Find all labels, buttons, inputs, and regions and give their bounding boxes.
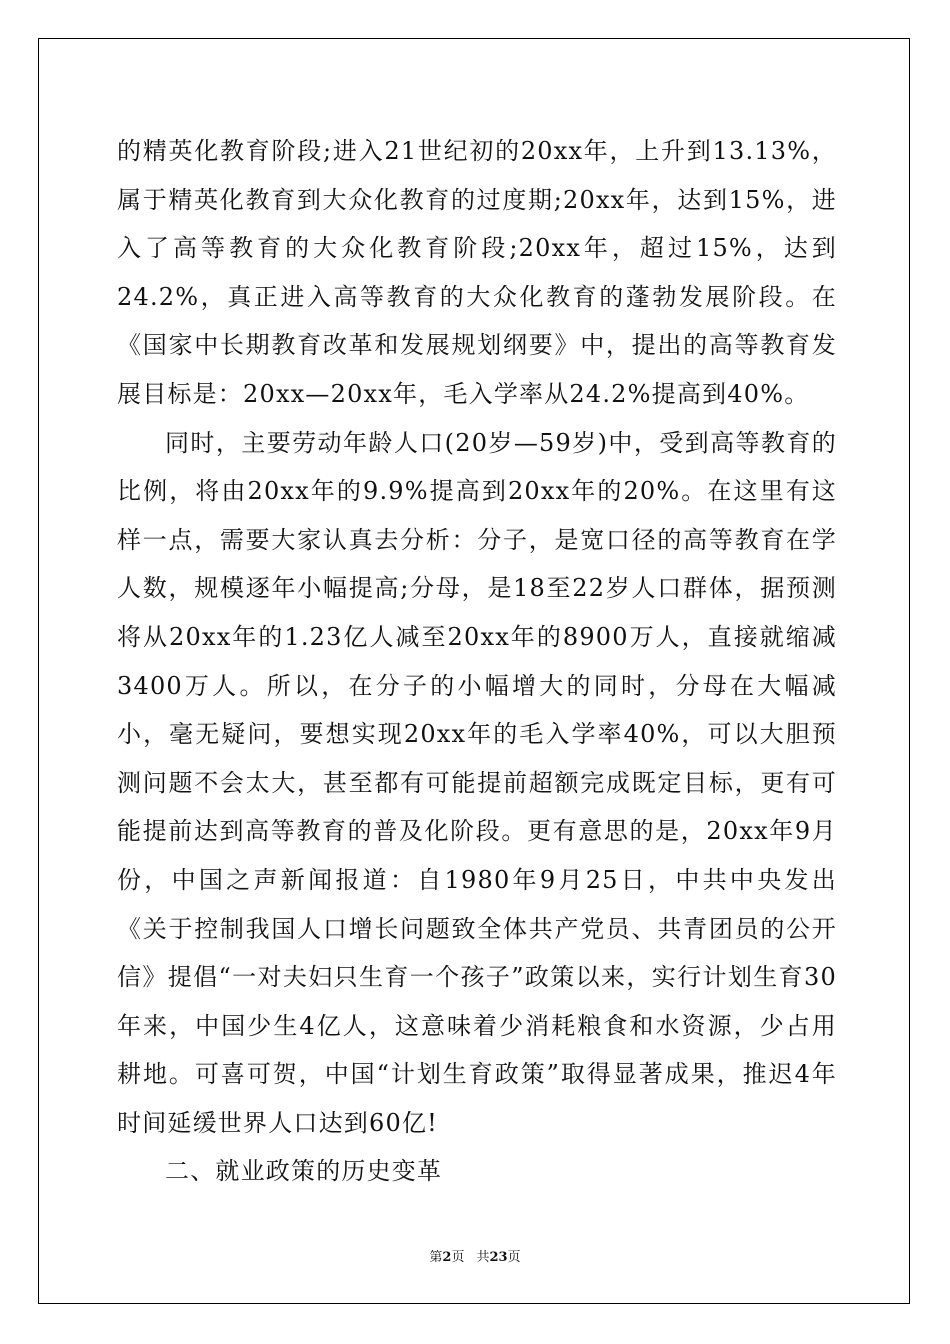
- document-body: [117, 127, 837, 1196]
- page-footer: [0, 1246, 950, 1265]
- paragraph-1: 的精英化教育阶段;进入21世纪初的20xx年，上升到13.13%，属于精英化教育到大众化教育的过度期;20xx年，达到15%，进入了高等教育的大众化教育阶段;20xx年，超过15%，达到24.2%，真正进入高等教育的大众化教育的蓬勃发展阶段。在《国家中长期教育改革和发展规划纲要》中，提出的高等教育发展目标是：20xx—20xx年，毛入学率从24.2%提高到40%。: [117, 137, 837, 408]
- section-heading: 二、就业政策的历史变革: [165, 1157, 443, 1186]
- total-suffix: 页: [507, 1250, 521, 1265]
- paragraph-2: 同时，主要劳动年龄人口(20岁—59岁)中，受到高等教育的比例，将由20xx年的9.9%提高到20xx年的20%。在这里有这样一点，需要大家认真去分析：分子，是宽口径的高等教育在学人数，规模逐年小幅提高;分母，是18至22岁人口群体，据预测将从20xx年的1.23亿人减至20xx年的8900万人，直接就缩减3400万人。所以，在分子的小幅增大的同时，分母在大幅减小，毫无疑问，要想实现20xx年的毛入学率40%，可以大胆预测问题不会太大，甚至都有可能提前超额完成既定目标，更有可能提前达到高等教育的普及化阶段。更有意思的是，20xx年9月份，中国之声新闻报道：自1980年9月25日，中共中央发出《关于控制我国人口增长问题致全体共产党员、共青团员的公开信》提倡“一对夫妇只生育一个孩子”政策以来，实行计划生育30年来，中国少生4亿人，这意味着少消耗粮食和水资源，少占用耕地。可喜可贺，中国“计划生育政策”取得显著成果，推迟4年时间延缓世界人口达到60亿!: [117, 428, 837, 1137]
- total-pages: 23: [489, 1250, 508, 1265]
- page-suffix: 页: [451, 1250, 465, 1265]
- page-number: 2: [442, 1250, 452, 1265]
- page-prefix: 第: [429, 1250, 443, 1265]
- total-prefix: 共: [476, 1250, 490, 1265]
